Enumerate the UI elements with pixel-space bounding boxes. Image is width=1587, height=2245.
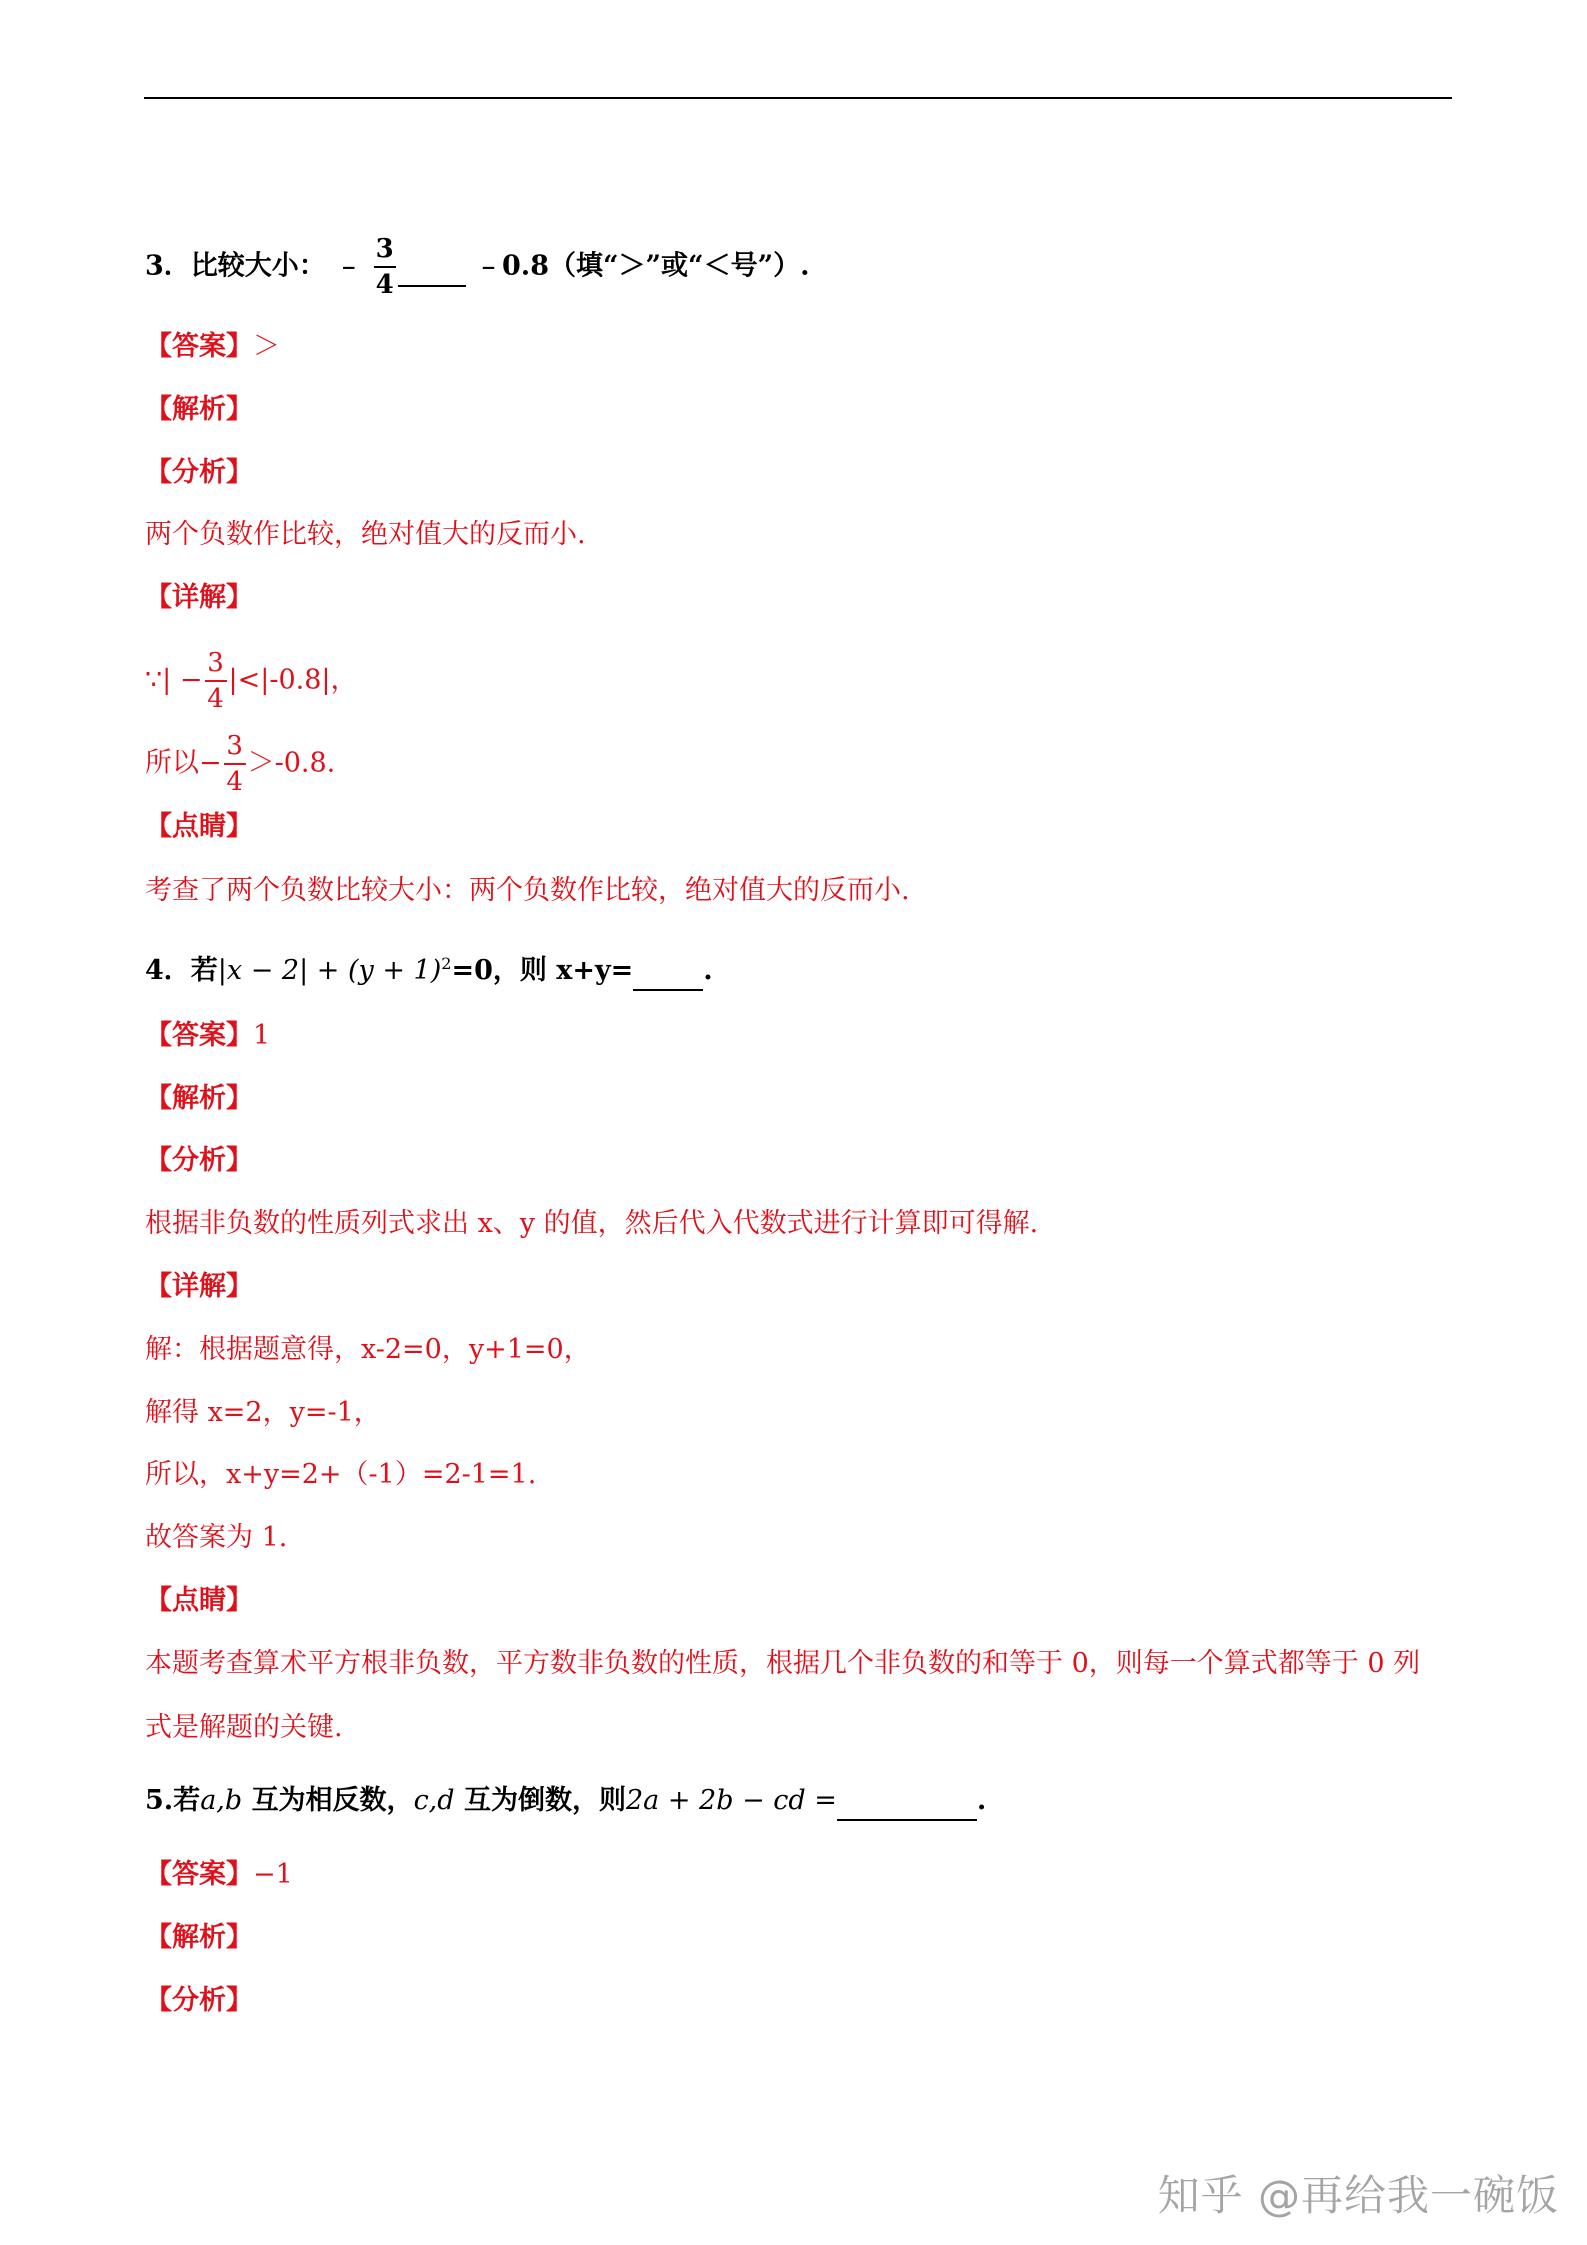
q4-answer-line: 【答案】1 [145, 1020, 271, 1051]
q3-text: 比较大小： [190, 250, 326, 282]
q3-answer-line [145, 329, 280, 365]
q3-dianjing-tag: 【点睛】 [145, 811, 253, 842]
q4-step2: 解得 x=2，y=-1， [145, 1397, 381, 1428]
q4-jiexi-tag: 【解析】 [145, 1083, 253, 1114]
q5-expression: 2a + 2b − cd = [625, 1785, 837, 1816]
q4-dianjing-text-1: 本题考查算术平方根非负数，平方数非负数的性质，根据几个非负数的和等于 0，则每一个算式都等于 0 列 [145, 1648, 1421, 1679]
q3-number: 3． [145, 250, 191, 282]
q4-dianjing-text-2: 式是解题的关键. [145, 1712, 343, 1743]
q3-fraction: $\frac{3}{4}$ [375, 234, 394, 300]
q3-answer-blank [398, 249, 466, 287]
q3-step2: 所以− $\frac{3}{4}$ ＞-0.8. [145, 731, 336, 797]
q4-fenxi-text: 根据非负数的性质列式求出 x、y 的值，然后代入代数式进行计算即可得解. [145, 1208, 1039, 1239]
watermark: 知乎 @再给我一碗饭 [1157, 2171, 1559, 2220]
q3-jiexi-tag: 【解析】 [145, 394, 253, 425]
q3-answer-tag: 【答案】 [145, 331, 253, 362]
q4-answer-blank [633, 953, 703, 991]
q5-question: 5.若a,b 互为相反数，c,d 互为倒数，则2a + 2b − cd = . [145, 1783, 986, 1821]
q5-answer: −1 [253, 1859, 293, 1890]
q3-step1: ∵| − $\frac{3}{4}$ |<|-0.8|， [145, 648, 358, 714]
q3-xiangjie-tag: 【详解】 [145, 582, 253, 613]
q5-jiexi-tag: 【解析】 [145, 1922, 253, 1953]
q4-step3: 所以，x+y=2+（-1）=2-1=1. [145, 1459, 537, 1490]
q3-fenxi-tag: 【分析】 [145, 457, 253, 488]
q4-question: 4．若$|x - 2| + (y + 1)^2=0$，则 x+y= . [145, 946, 713, 991]
q4-step1: 解：根据题意得，x-2=0，y+1=0， [145, 1334, 591, 1365]
q5-answer-line: 【答案】−1 [145, 1859, 293, 1890]
q3-fenxi-text: 两个负数作比较，绝对值大的反而小. [145, 519, 586, 550]
q4-expression: |x − 2| + (y + 1) [217, 955, 442, 986]
q5-fenxi-tag: 【分析】 [145, 1985, 253, 2016]
q5-answer-blank [837, 1783, 977, 1821]
q3-question [145, 234, 810, 300]
q4-xiangjie-tag: 【详解】 [145, 1271, 253, 1302]
q3-dianjing-text: 考查了两个负数比较大小：两个负数作比较，绝对值大的反而小. [145, 875, 910, 906]
q4-answer: 1 [253, 1020, 271, 1051]
q3-tail: ﹣0.8（填“＞”或“＜号”）. [475, 250, 810, 282]
q4-step4: 故答案为 1. [145, 1522, 288, 1553]
q4-fenxi-tag: 【分析】 [145, 1145, 253, 1176]
q3-answer: ＞ [253, 331, 280, 362]
q4-dianjing-tag: 【点睛】 [145, 1585, 253, 1616]
q3-minus: ﹣ [335, 250, 363, 282]
header-rule [144, 97, 1452, 99]
